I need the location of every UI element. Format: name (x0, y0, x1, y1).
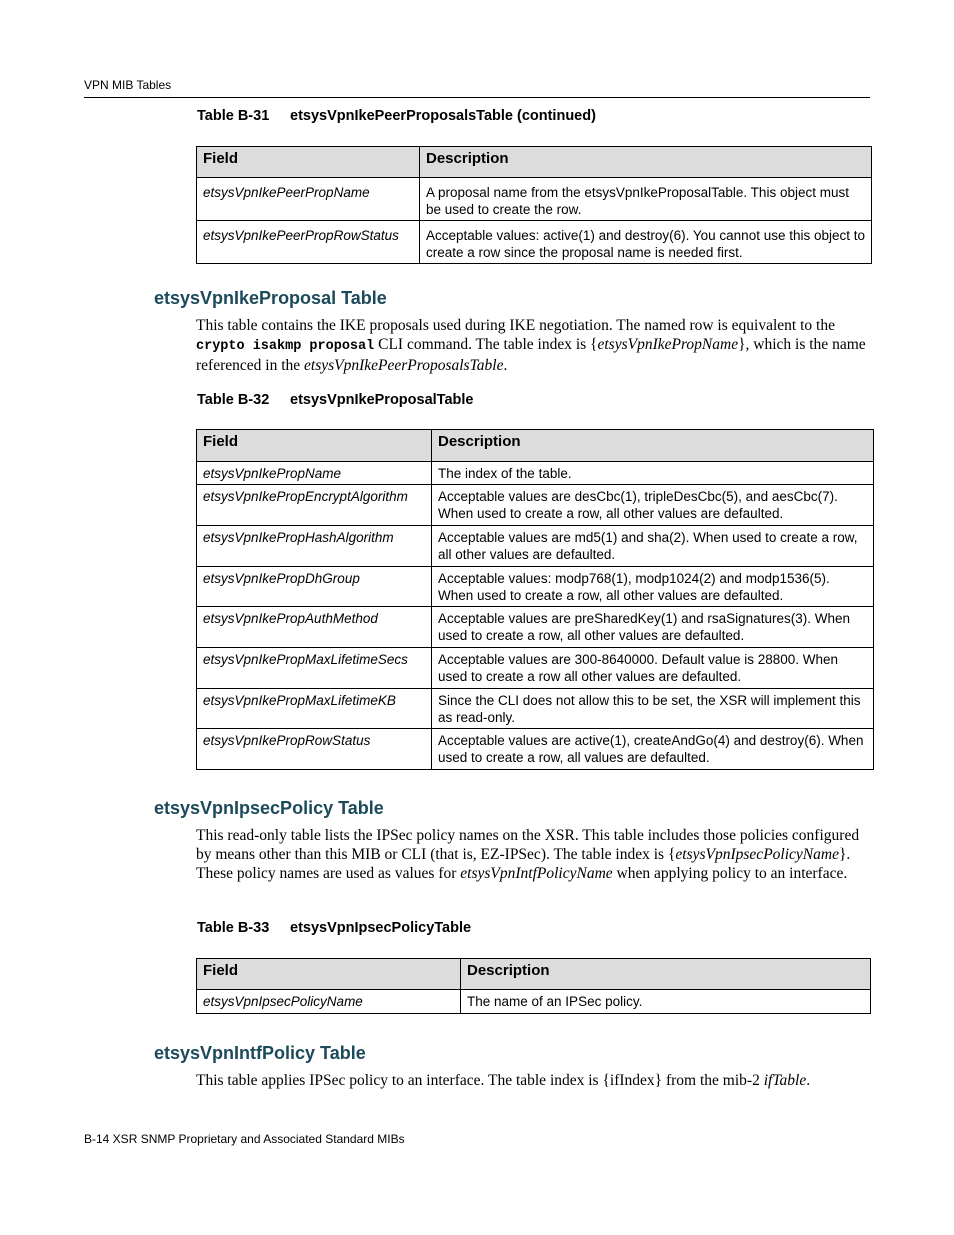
description-cell: The index of the table. (432, 462, 874, 485)
cli-command: crypto isakmp proposal (196, 339, 375, 354)
field-cell: etsysVpnIkePropAuthMethod (197, 607, 432, 648)
field-cell: etsysVpnIkePropHashAlgorithm (197, 526, 432, 567)
section-heading-ike-proposal: etsysVpnIkeProposal Table (154, 288, 387, 308)
header-divider (84, 97, 870, 98)
table-b32 (196, 429, 874, 770)
column-header-description: Description (420, 147, 872, 178)
table-row (197, 526, 874, 567)
description-cell: A proposal name from the etsysVpnIkeProposalTable. This object must be used to create the row. (420, 178, 872, 221)
table-b31-caption (197, 108, 596, 124)
description-cell: Acceptable values: modp768(1), modp1024(2) and modp1536(5). When used to create a row, all other values are defaulted. (432, 567, 874, 607)
field-cell: etsysVpnIkePeerPropName (197, 178, 420, 221)
field-cell: etsysVpnIkePeerPropRowStatus (197, 221, 420, 264)
description-cell: Acceptable values are preSharedKey(1) and rsaSignatures(3). When used to create a row, all other values are defaulted. (432, 607, 874, 648)
referenced-object-name: etsysVpnIntfPolicyName (460, 865, 613, 882)
section-heading-intf-policy: etsysVpnIntfPolicy Table (154, 1043, 366, 1063)
page-footer: B-14 XSR SNMP Proprietary and Associated Standard MIBs (84, 1132, 405, 1146)
description-cell: Acceptable values are active(1), createAndGo(4) and destroy(6). When used to create a row, all values are defaulted. (432, 729, 874, 770)
table-row (197, 221, 872, 264)
table-index-name: etsysVpnIpsecPolicyName (675, 846, 839, 863)
description-cell: Acceptable values are md5(1) and sha(2). When used to create a row, all other values are defaulted. (432, 526, 874, 567)
field-cell: etsysVpnIkePropMaxLifetimeSecs (197, 648, 432, 689)
table-row (197, 567, 874, 607)
table-row (197, 648, 874, 689)
table-b32-caption (197, 392, 473, 408)
table-b31 (196, 146, 872, 264)
field-cell: etsysVpnIkePropMaxLifetimeKB (197, 689, 432, 729)
field-cell: etsysVpnIkePropDhGroup (197, 567, 432, 607)
column-header-description: Description (432, 430, 874, 462)
table-b33 (196, 958, 871, 1014)
table-b33-caption (197, 920, 471, 936)
column-header-description: Description (461, 959, 871, 990)
table-title: etsysVpnIpsecPolicyTable (290, 920, 472, 936)
table-row (197, 178, 872, 221)
field-cell: etsysVpnIpsecPolicyName (197, 990, 461, 1014)
ike-proposal-paragraph: This table contains the IKE proposals used during IKE negotiation. The named row is equivalent to the crypto isakmp proposal CLI command. The table index is {etsysVpnIkePropName}, which is the name referenced in the etsysVpnIkePeerProposalsTable. (196, 317, 866, 374)
table-number: Table B-32 (197, 392, 270, 408)
table-row (197, 462, 874, 485)
table-number: Table B-31 (197, 108, 270, 124)
referenced-table-name: etsysVpnIkePeerProposalsTable (304, 357, 504, 374)
field-cell: etsysVpnIkePropEncryptAlgorithm (197, 485, 432, 526)
description-cell: The name of an IPSec policy. (461, 990, 871, 1014)
description-cell: Acceptable values: active(1) and destroy(6). You cannot use this object to create a row since the proposal name is needed first. (420, 221, 872, 264)
table-row (197, 689, 874, 729)
running-header: VPN MIB Tables (84, 78, 172, 92)
intf-policy-paragraph: This table applies IPSec policy to an interface. The table index is {ifIndex} from the mib-2 ifTable. (196, 1072, 811, 1089)
column-header-field: Field (197, 959, 461, 990)
table-index-name: etsysVpnIkePropName (597, 336, 739, 353)
table-row (197, 485, 874, 526)
field-cell: etsysVpnIkePropRowStatus (197, 729, 432, 770)
table-row (197, 729, 874, 770)
column-header-field: Field (197, 430, 432, 462)
column-header-field: Field (197, 147, 420, 178)
description-cell: Since the CLI does not allow this to be set, the XSR will implement this as read-only. (432, 689, 874, 729)
table-title: etsysVpnIkePeerProposalsTable (continued) (290, 108, 596, 124)
section-heading-ipsec-policy: etsysVpnIpsecPolicy Table (154, 798, 384, 818)
referenced-table-name: ifTable (763, 1072, 807, 1089)
ipsec-policy-paragraph: This read-only table lists the IPSec policy names on the XSR. This table includes those policies configured by means other than this MIB or CLI (that is, EZ-IPSec). The table index is {etsysVpnIpsecPolicyName}. These policy names are used as values for etsysVpnIntfPolicyName when applying policy to an interface. (196, 827, 860, 882)
field-cell: etsysVpnIkePropName (197, 462, 432, 485)
table-row (197, 607, 874, 648)
table-row (197, 990, 871, 1014)
description-cell: Acceptable values are 300-8640000. Default value is 28800. When used to create a row all other values are defaulted. (432, 648, 874, 689)
table-number: Table B-33 (197, 920, 270, 936)
table-title: etsysVpnIkeProposalTable (290, 392, 474, 408)
description-cell: Acceptable values are desCbc(1), tripleDesCbc(5), and aesCbc(7). When used to create a row, all other values are defaulted. (432, 485, 874, 526)
